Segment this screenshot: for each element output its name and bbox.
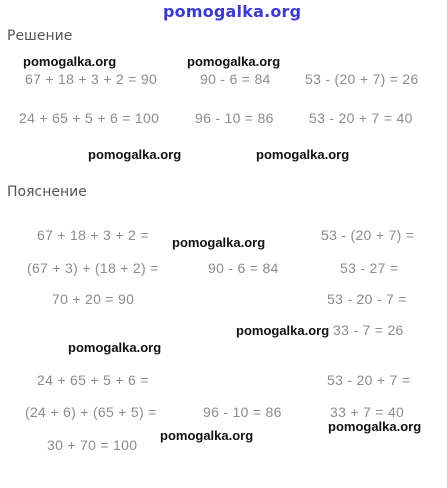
explanation-step: 53 - 27 = — [340, 260, 399, 276]
watermark: pomogalka.org — [236, 323, 330, 338]
explanation-step: 70 + 20 = 90 — [52, 291, 135, 307]
explanation-step: 90 - 6 = 84 — [208, 260, 279, 276]
explanation-step: 67 + 18 + 3 + 2 = — [37, 227, 149, 243]
solution-heading: Решение — [7, 28, 73, 44]
explanation-step: 30 + 70 = 100 — [47, 437, 138, 453]
explanation-step: 53 - 20 + 7 = — [327, 372, 411, 388]
solution-equation: 96 - 10 = 86 — [195, 110, 274, 126]
solution-equation: 53 - 20 + 7 = 40 — [309, 110, 413, 126]
watermark: pomogalka.org — [68, 340, 162, 355]
watermark: pomogalka.org — [23, 54, 117, 69]
watermark: pomogalka.org — [160, 428, 254, 443]
solution-equation: 90 - 6 = 84 — [200, 71, 271, 87]
explanation-step: 24 + 65 + 5 + 6 = — [37, 372, 149, 388]
solution-equation: 24 + 65 + 5 + 6 = 100 — [19, 110, 160, 126]
explanation-step: 53 - (20 + 7) = — [321, 227, 415, 243]
watermark: pomogalka.org — [328, 419, 422, 434]
explanation-step: 53 - 20 - 7 = — [327, 291, 407, 307]
watermark: pomogalka.org — [256, 147, 350, 162]
explanation-step: (67 + 3) + (18 + 2) = — [27, 260, 159, 276]
watermark: pomogalka.org — [187, 54, 281, 69]
explanation-step: 33 - 7 = 26 — [333, 322, 404, 338]
explanation-step: 33 + 7 = 40 — [330, 404, 405, 420]
watermark: pomogalka.org — [172, 235, 266, 250]
explanation-step: 96 - 10 = 86 — [203, 404, 282, 420]
solution-equation: 53 - (20 + 7) = 26 — [305, 71, 419, 87]
explanation-heading: Пояснение — [7, 184, 87, 200]
solution-equation: 67 + 18 + 3 + 2 = 90 — [25, 71, 158, 87]
explanation-step: (24 + 6) + (65 + 5) = — [25, 404, 157, 420]
site-title: pomogalka.org — [163, 2, 302, 21]
watermark: pomogalka.org — [88, 147, 182, 162]
